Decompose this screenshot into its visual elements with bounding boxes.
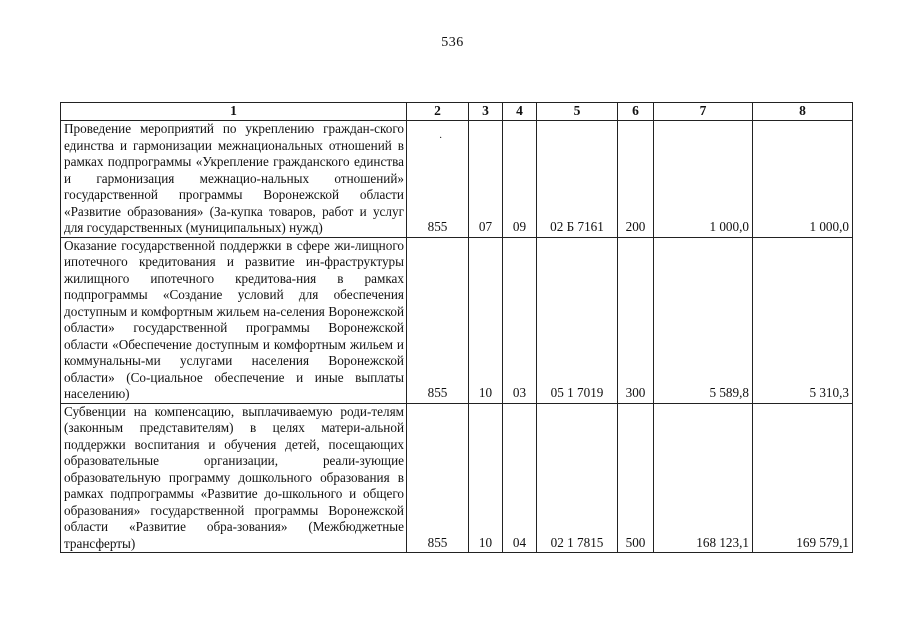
column-header: 3 <box>469 103 503 121</box>
cell-section: 10 <box>469 403 503 553</box>
budget-table <box>60 102 853 553</box>
cell-target-item: 02 1 7815 <box>537 403 618 553</box>
column-header: 2 <box>407 103 469 121</box>
cell-admin-code: 855 <box>407 403 469 553</box>
cell-target-item: 02 Б 7161 <box>537 121 618 238</box>
row-description: Оказание государственной поддержки в сфере жи-лищного ипотечного кредитования и развитие ин-фраструктуры жилищного ипотечного кредитова-ния в рамках подпрограммы «Создание условий для обеспечения доступным и комфортным жильем на-селения Воронежской области» государственной программы Воронежской области «Обеспечение доступным и комфортным жильем и коммунальны-ми услугами населения Воронежской области» (Со-циальное обеспечение и иные выплаты населению) <box>61 237 407 403</box>
page-number: 536 <box>441 35 464 50</box>
row-description: Субвенции на компенсацию, выплачиваемую роди-телям (законным представителям) в целях матери-альной поддержки воспитания и обучения детей, посещающих образовательные организации, реали-зующие образовательную программу дошкольного образования в рамках подпрограммы «Развитие до-школьного и общего образования» государственной программы Воронежской области «Развитие обра-зования» (Межбюджетные трансферты) <box>61 403 407 553</box>
column-header: 8 <box>753 103 853 121</box>
table-row <box>61 403 853 553</box>
cell-amount-1: 168 123,1 <box>654 403 753 553</box>
cell-expense-type: 500 <box>618 403 654 553</box>
cell-amount-2: 169 579,1 <box>753 403 853 553</box>
table-header-row <box>61 103 853 121</box>
cell-amount-2: 1 000,0 <box>753 121 853 238</box>
table-row <box>61 121 853 238</box>
column-header: 4 <box>503 103 537 121</box>
cell-admin-code: 855 <box>407 121 469 238</box>
cell-amount-1: 5 589,8 <box>654 237 753 403</box>
cell-amount-2: 5 310,3 <box>753 237 853 403</box>
column-header: 6 <box>618 103 654 121</box>
scan-dot-mark: · <box>439 133 443 144</box>
column-header: 5 <box>537 103 618 121</box>
cell-expense-type: 200 <box>618 121 654 238</box>
cell-subsection: 09 <box>503 121 537 238</box>
cell-expense-type: 300 <box>618 237 654 403</box>
cell-subsection: 04 <box>503 403 537 553</box>
column-header: 1 <box>61 103 407 121</box>
cell-amount-1: 1 000,0 <box>654 121 753 238</box>
row-description: Проведение мероприятий по укреплению граждан-ского единства и гармонизации межнациональных отношений в рамках подпрограммы «Укрепление гражданского единства и гармонизация межнацио-нальных отношений» государственной программы Воронежской области «Развитие образования» (За-купка товаров, работ и услуг для государственных (муниципальных) нужд) <box>61 121 407 238</box>
column-header: 7 <box>654 103 753 121</box>
table-row <box>61 237 853 403</box>
cell-admin-code: 855 <box>407 237 469 403</box>
cell-section: 10 <box>469 237 503 403</box>
cell-target-item: 05 1 7019 <box>537 237 618 403</box>
cell-subsection: 03 <box>503 237 537 403</box>
cell-section: 07 <box>469 121 503 238</box>
